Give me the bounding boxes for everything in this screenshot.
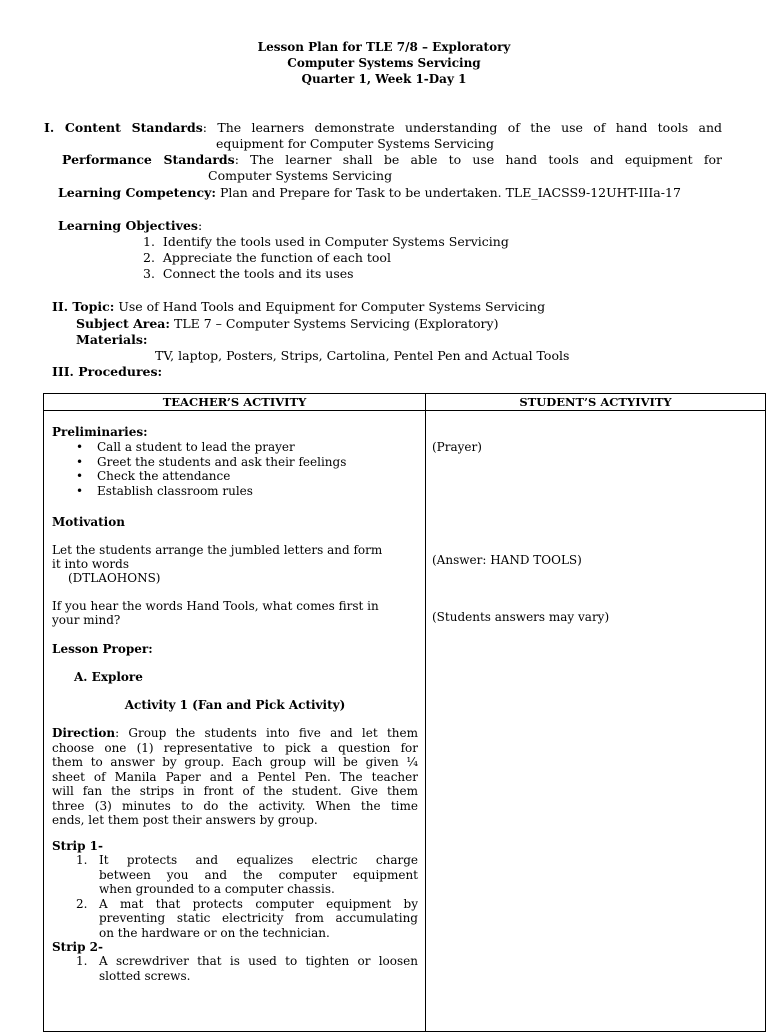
- strip1-list: [52, 853, 418, 940]
- motivation-text: Let the students arrange the jumbled letters and form: [52, 543, 383, 557]
- student-prayer: (Prayer): [432, 440, 482, 454]
- materials-text: TV, laptop, Posters, Strips, Cartolina, Pentel Pen and Actual Tools: [155, 348, 570, 363]
- doc-quarter: Quarter 1, Week 1-Day 1: [301, 72, 467, 86]
- student-activity-cell: [426, 411, 766, 1032]
- list-item: • Call a student to lead the prayer: [52, 440, 418, 455]
- materials-label: Materials:: [76, 332, 148, 347]
- procedures-heading: III. Procedures:: [52, 364, 163, 379]
- list-item: • Establish classroom rules: [52, 484, 418, 499]
- list-item: • Greet the students and ask their feelings: [52, 455, 418, 470]
- procedures-table: [43, 393, 766, 1032]
- student-answer: (Answer: HAND TOOLS): [432, 553, 582, 567]
- strip1-label: Strip 1-: [52, 839, 103, 853]
- content-standards: I. Content Standards: The learners demonstrate understanding of the use of hand tools and: [44, 120, 722, 135]
- strip2-list: [52, 954, 418, 983]
- performance-standards-text: The learner shall be able to use hand tools and equipment for: [250, 152, 722, 167]
- topic: [52, 299, 545, 314]
- content-standards-text-cont: equipment for Computer Systems Servicing: [216, 136, 494, 151]
- motivation-question-cont: your mind?: [52, 613, 121, 627]
- performance-standards: Performance Standards: The learner shall be able to use hand tools and equipment for: [62, 152, 722, 167]
- subject-area-label: Subject Area:: [76, 316, 171, 331]
- lesson-proper-label: Lesson Proper:: [52, 642, 153, 656]
- motivation-label: Motivation: [52, 515, 125, 529]
- teacher-activity-header: TEACHER’S ACTIVITY: [44, 394, 426, 411]
- content-standards-text: The learners demonstrate understanding of the use of hand tools and: [217, 120, 722, 135]
- list-item: • Check the attendance: [52, 469, 418, 484]
- learning-competency-text: Plan and Prepare for Task to be undertaken. TLE_IACSS9-12UHT-IIIa-17: [219, 185, 681, 200]
- content-standards-label: I. Content Standards: [44, 120, 203, 135]
- objective-item: 3. Connect the tools and its uses: [143, 266, 354, 281]
- topic-label: II. Topic:: [52, 299, 115, 314]
- strip2-label: Strip 2-: [52, 940, 103, 954]
- doc-subtitle: Computer Systems Servicing: [287, 56, 481, 70]
- preliminaries-label: Preliminaries:: [52, 425, 148, 439]
- objective-item: 1. Identify the tools used in Computer Systems Servicing: [143, 234, 509, 249]
- table-header-row: [44, 394, 766, 411]
- direction-block: Direction: Group the students into five and let them choose one (1) representative to pick a question for them to answer by group. Each group will be given ¼ sheet of Manila Paper and a Pentel Pen. The teacher will fan the strips in front of the student. Give them three (3) minutes to do the activity. When the time ends, let them post their answers by group.: [52, 726, 418, 827]
- jumbled-word: (DTLAOHONS): [68, 571, 161, 585]
- list-item: 2. A mat that protects computer equipment by preventing static electricity from accumulating on the hardware or on the technician.: [76, 896, 418, 940]
- student-activity-header: STUDENT’S ACTYIVITY: [426, 394, 766, 411]
- motivation-question: If you hear the words Hand Tools, what comes first in: [52, 599, 379, 613]
- student-answers-vary: (Students answers may vary): [432, 610, 610, 624]
- topic-text: Use of Hand Tools and Equipment for Computer Systems Servicing: [118, 299, 546, 314]
- subject-area-text: TLE 7 – Computer Systems Servicing (Exploratory): [174, 316, 499, 331]
- list-item: 1. A screwdriver that is used to tighten or loosen slotted screws.: [76, 954, 418, 983]
- explore-label: A. Explore: [74, 670, 143, 684]
- performance-standards-label: Performance Standards: [62, 152, 235, 167]
- table-row: [44, 411, 766, 1032]
- performance-standards-text-cont: Computer Systems Servicing: [208, 168, 393, 183]
- learning-objectives-heading: Learning Objectives:: [58, 218, 203, 233]
- objective-item: 2. Appreciate the function of each tool: [143, 250, 391, 265]
- list-item: 1. It protects and equalizes electric charge between you and the computer equipment when grounded to a computer chassis.: [76, 853, 418, 896]
- learning-competency: [58, 185, 681, 200]
- preliminaries-list: [52, 440, 418, 498]
- doc-title: Lesson Plan for TLE 7/8 – Exploratory: [257, 40, 511, 54]
- activity-title: Activity 1 (Fan and Pick Activity): [124, 698, 346, 712]
- subject-area: [76, 316, 498, 331]
- teacher-activity-cell: [44, 411, 426, 1032]
- learning-competency-label: Learning Competency:: [58, 185, 216, 200]
- motivation-text-cont: it into words: [52, 557, 129, 571]
